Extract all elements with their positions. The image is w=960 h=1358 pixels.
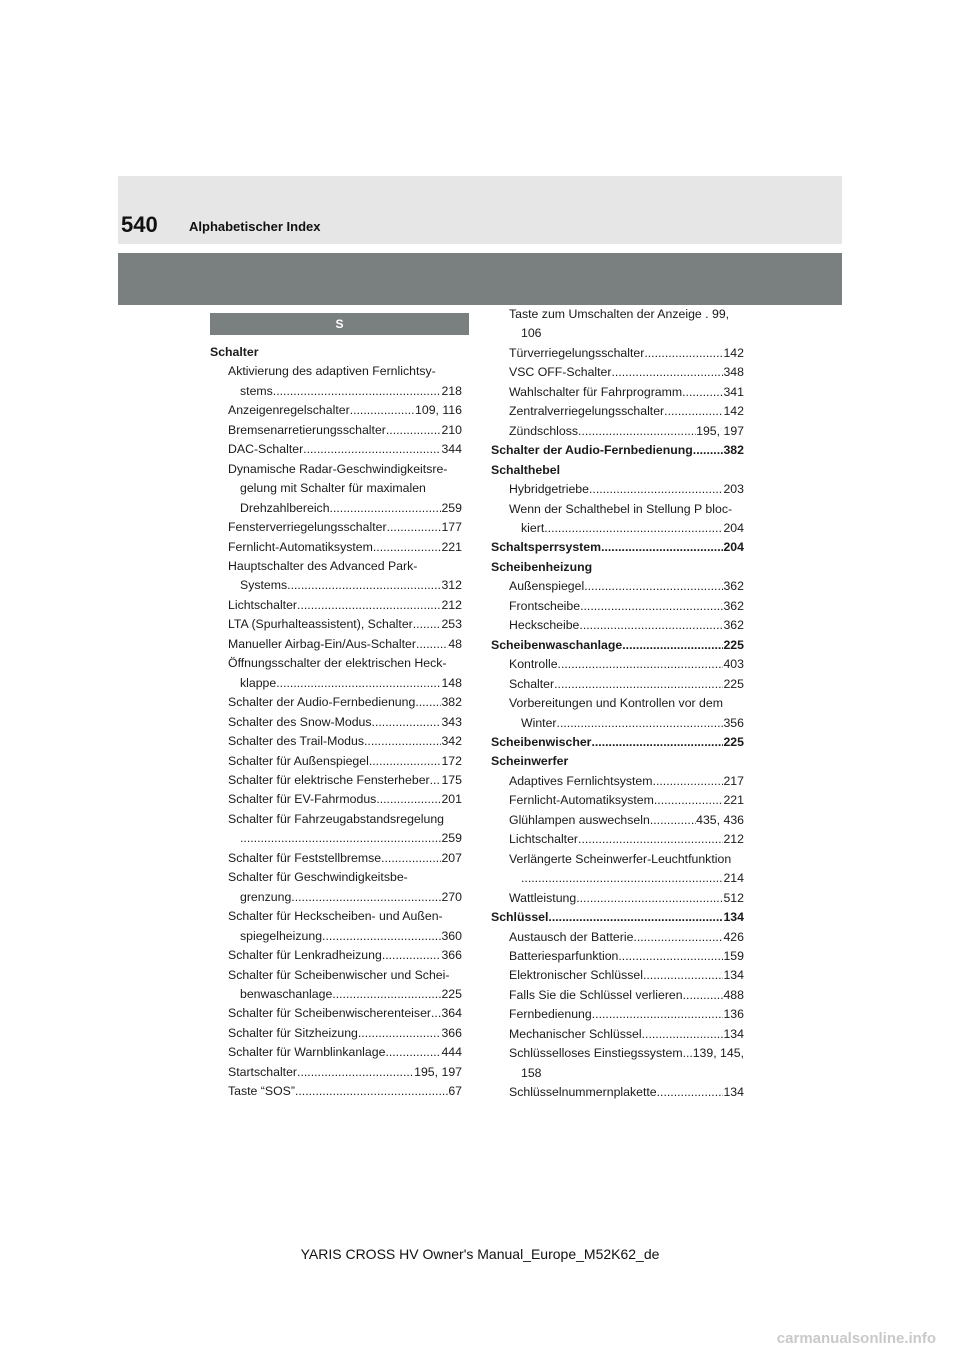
index-entry (491, 675, 744, 694)
index-entry (210, 713, 462, 732)
entry-label: Scheibenwischer (491, 734, 592, 749)
dot-leader (521, 869, 723, 888)
entry-label: klappe (240, 675, 277, 690)
dot-leader (382, 946, 442, 965)
dot-leader (544, 519, 723, 538)
entry-label: Batteriesparfunktion (509, 948, 619, 963)
index-column-left (210, 343, 462, 1102)
page-reference: 109, 116 (415, 403, 462, 418)
dot-leader (558, 655, 724, 674)
entry-label: Heckscheibe (509, 618, 580, 633)
footer-manual-id: YARIS CROSS HV Owner's Manual_Europe_M52K62_de (300, 1246, 660, 1262)
entry-label: VSC OFF-Schalter (509, 365, 612, 380)
page-reference: 139, 145, (692, 1046, 744, 1061)
index-entry (210, 382, 462, 401)
page-reference: 142 (723, 404, 744, 419)
page-reference: 207 (441, 850, 462, 865)
dot-leader (369, 752, 442, 771)
dot-leader (612, 363, 724, 382)
page-reference: 67 (448, 1084, 462, 1099)
page-reference: 259 (441, 500, 462, 515)
dot-leader (657, 1083, 724, 1102)
entry-label: benwaschanlage (240, 986, 333, 1001)
index-heading-entry (491, 538, 744, 557)
entry-label: Zündschloss (509, 423, 579, 438)
dot-leader (387, 518, 442, 537)
entry-label: stems (240, 383, 273, 398)
entry-label: Drehzahlbereich (240, 500, 330, 515)
index-heading: Schalthebel (491, 462, 561, 477)
index-entry (491, 966, 744, 985)
index-column-right (491, 305, 744, 1103)
page-reference: 134 (723, 968, 744, 983)
dot-leader (589, 480, 723, 499)
page-reference: 362 (723, 598, 744, 613)
dot-leader (350, 401, 415, 420)
page-reference: 312 (441, 578, 462, 593)
entry-label: Schalter der Audio-Fernbedienung (491, 443, 693, 458)
dot-leader (557, 714, 724, 733)
page-reference: 217 (723, 773, 744, 788)
index-entry (210, 576, 462, 595)
entry-label: Schalter für Feststellbremse (228, 850, 382, 865)
page-reference: 218 (441, 383, 462, 398)
entry-label: Türverriegelungsschalter (509, 345, 645, 360)
page-reference: 136 (723, 1007, 744, 1022)
index-heading-entry (491, 733, 744, 752)
index-entry-text: Schalter für Geschwindigkeitsbe- (228, 870, 408, 885)
index-heading-entry (491, 908, 744, 927)
index-entry (491, 772, 744, 791)
entry-label: Schalter für EV-Fahrmodus (228, 792, 377, 807)
page-reference: 403 (723, 657, 744, 672)
dot-leader (430, 771, 442, 790)
dot-leader (683, 1044, 693, 1063)
index-entry (491, 1025, 744, 1044)
entry-label: Schaltsperrsystem (491, 540, 602, 555)
page-reference: 175 (441, 772, 462, 787)
entry-label: Fernlicht-Automatiksystem (509, 793, 654, 808)
entry-label: Fernlicht-Automatiksystem (228, 539, 373, 554)
index-entry (491, 1005, 744, 1024)
index-entry (210, 1063, 462, 1082)
page-reference: 210 (441, 422, 462, 437)
entry-label: Schalter des Snow-Modus (228, 714, 372, 729)
index-entry (491, 830, 744, 849)
page-reference: 195, 197 (696, 423, 744, 438)
dot-leader (372, 713, 442, 732)
section-title: Alphabetischer Index (189, 219, 321, 234)
index-entry (210, 635, 462, 654)
dot-leader (578, 830, 723, 849)
index-entry-text: Dynamische Radar-Geschwindigkeitsre- (228, 461, 448, 476)
dot-leader (578, 422, 696, 441)
dot-leader (413, 615, 442, 634)
index-entry (491, 947, 744, 966)
index-entry (210, 421, 462, 440)
entry-label: Fensterverriegelungsschalter (228, 520, 387, 535)
page-reference: 225 (723, 676, 744, 691)
dot-leader (653, 772, 724, 791)
dot-leader (273, 382, 442, 401)
index-heading: Schalter (210, 345, 259, 359)
entry-label: Wahlschalter für Fahrprogramm (509, 384, 683, 399)
dot-leader (291, 888, 441, 907)
page-reference: 201 (441, 792, 462, 807)
index-entry-text: gelung mit Schalter für maximalen (240, 481, 426, 496)
entry-label: Schlüsselloses Einstiegssystem (509, 1046, 683, 1061)
entry-label: Lichtschalter (509, 832, 579, 847)
index-entry (491, 383, 744, 402)
entry-label: Schalter des Trail-Modus (228, 734, 365, 749)
index-entry (210, 1004, 462, 1023)
page-reference: 177 (441, 520, 462, 535)
entry-label: grenzung (240, 889, 292, 904)
index-entry (491, 480, 744, 499)
page-reference: 142 (723, 345, 744, 360)
entry-label: Kontrolle (509, 657, 558, 672)
page-reference: 204 (723, 520, 744, 535)
page-reference: 341 (723, 384, 744, 399)
entry-label: Fernbedienung (509, 1007, 592, 1022)
dot-leader (330, 499, 442, 518)
entry-label: Schalter (509, 676, 555, 691)
dot-leader (386, 421, 442, 440)
page-reference: 382 (441, 695, 462, 710)
page-reference: 362 (723, 579, 744, 594)
entry-label: Scheibenwaschanlage (491, 637, 623, 652)
page-reference: 366 (441, 948, 462, 963)
entry-label: Lichtschalter (228, 597, 298, 612)
dot-leader (580, 597, 723, 616)
page-reference: 356 (723, 715, 744, 730)
page-reference: 435, 436 (696, 812, 744, 827)
page-reference: 382 (723, 443, 744, 458)
dot-leader (240, 829, 441, 848)
entry-label: Schalter für Lenkradheizung (228, 948, 382, 963)
index-heading-entry (491, 636, 744, 655)
page-reference: 134 (723, 910, 744, 925)
index-entry (491, 616, 744, 635)
index-entry (210, 538, 462, 557)
index-entry (210, 927, 462, 946)
index-letter: S (335, 317, 344, 331)
page-reference: 172 (441, 753, 462, 768)
entry-label: LTA (Spurhalteassistent), Schalter (228, 617, 413, 632)
entry-label: Winter (521, 715, 557, 730)
page-reference: 270 (441, 889, 462, 904)
index-entry (491, 1044, 744, 1063)
page-reference: 348 (723, 365, 744, 380)
entry-label: Adaptives Fernlichtsystem (509, 773, 653, 788)
entry-label: Systems (240, 578, 288, 593)
index-entry-text: Wenn der Schalthebel in Stellung P bloc- (509, 501, 733, 516)
dot-leader (682, 383, 723, 402)
dot-leader (303, 440, 441, 459)
entry-label: Wattleistung (509, 890, 577, 905)
index-entry (210, 440, 462, 459)
index-entry-text: Vorbereitungen und Kontrollen vor dem (509, 696, 723, 711)
page-reference: 364 (441, 1006, 462, 1021)
entry-label: Schalter für Warnblinkanlage (228, 1045, 386, 1060)
entry-label: Falls Sie die Schlüssel verlieren (509, 987, 683, 1002)
index-entry (491, 402, 744, 421)
page-reference: 212 (441, 597, 462, 612)
page-reference: 134 (723, 1085, 744, 1100)
index-entry (210, 1043, 462, 1062)
dot-leader (591, 733, 723, 752)
entry-label: Außenspiegel (509, 579, 585, 594)
dot-leader (576, 889, 723, 908)
index-entry (491, 791, 744, 810)
index-entry-text: 106 (521, 326, 542, 341)
page-reference: 426 (723, 929, 744, 944)
index-entry (491, 655, 744, 674)
page-reference: 212 (723, 832, 744, 847)
dot-leader (664, 402, 723, 421)
dot-leader (554, 675, 723, 694)
index-entry (210, 674, 462, 693)
dot-leader (618, 947, 723, 966)
entry-label: Schalter der Audio-Fernbedienung (228, 695, 416, 710)
index-entry (491, 344, 744, 363)
index-entry-text: 158 (521, 1065, 542, 1080)
index-entry (210, 946, 462, 965)
entry-label: Schlüssel (491, 910, 549, 925)
index-heading: Scheinwerfer (491, 754, 569, 769)
index-entry-text: Verlängerte Scheinwerfer-Leuchtfunktion (509, 851, 732, 866)
index-entry-text: Schalter für Heckscheiben- und Außen- (228, 909, 443, 924)
dot-leader (431, 1004, 441, 1023)
index-heading: Scheibenheizung (491, 559, 593, 574)
page-reference: 344 (441, 442, 462, 457)
dot-leader (358, 1024, 442, 1043)
dot-leader (276, 674, 441, 693)
page-reference: 195, 197 (414, 1064, 462, 1079)
entry-label: Hybridgetriebe (509, 482, 589, 497)
dot-leader (364, 732, 441, 751)
index-entry (491, 1083, 744, 1102)
dot-leader (385, 1043, 441, 1062)
page-number: 540 (121, 212, 158, 237)
page-reference: 343 (441, 714, 462, 729)
page-reference: 214 (723, 871, 744, 886)
page-reference: 488 (723, 987, 744, 1002)
entry-label: Schalter für elektrische Fensterheber (228, 772, 430, 787)
index-entry (210, 1082, 462, 1101)
index-entry-text: Taste zum Umschalten der Anzeige . 99, (509, 307, 730, 321)
page-reference: 512 (723, 890, 744, 905)
entry-label: Zentralverriegelungsschalter (509, 404, 665, 419)
dot-leader (416, 635, 448, 654)
dot-leader (287, 576, 441, 595)
dot-leader (579, 616, 723, 635)
index-entry (210, 790, 462, 809)
index-entry (491, 869, 744, 888)
dot-leader (415, 693, 441, 712)
dot-leader (584, 577, 723, 596)
index-entry (210, 596, 462, 615)
entry-label: Bremsenarretierungsschalter (228, 422, 386, 437)
entry-label: kiert (521, 520, 545, 535)
index-entry (210, 499, 462, 518)
index-entry (210, 771, 462, 790)
index-entry (210, 732, 462, 751)
dot-leader (654, 791, 724, 810)
index-entry (210, 888, 462, 907)
page-reference: 204 (723, 540, 744, 555)
index-entry-text: Schalter für Fahrzeugabstandsregelung (228, 811, 445, 826)
dot-leader (373, 538, 442, 557)
entry-label: Mechanischer Schlüssel (509, 1026, 642, 1041)
dot-leader (295, 1082, 448, 1101)
page-reference: 159 (723, 948, 744, 963)
watermark: carmanualsonline.info (776, 1330, 936, 1347)
index-entry-text: Schalter für Scheibenwischer und Schei- (228, 967, 450, 982)
dot-leader (548, 908, 723, 927)
index-entry-text: Öffnungsschalter der elektrischen Heck- (228, 656, 447, 671)
entry-label: Schlüsselnummernplakette (509, 1085, 657, 1100)
index-entry (210, 693, 462, 712)
page-reference: 225 (723, 637, 744, 652)
page-reference: 203 (723, 482, 744, 497)
page-reference: 259 (441, 831, 462, 846)
index-entry (210, 829, 462, 848)
dot-leader (592, 1005, 724, 1024)
dot-leader (644, 344, 723, 363)
dot-leader (643, 966, 724, 985)
entry-label: Frontscheibe (509, 598, 581, 613)
index-entry (491, 363, 744, 382)
dot-leader (683, 986, 724, 1005)
page-reference: 48 (448, 636, 462, 651)
index-entry (491, 986, 744, 1005)
index-entry-text: Aktivierung des adaptiven Fernlichtsy- (228, 364, 436, 379)
index-entry (210, 518, 462, 537)
dot-leader (322, 927, 441, 946)
dot-leader (332, 985, 441, 1004)
index-entry (491, 422, 744, 441)
dot-leader (601, 538, 723, 557)
index-heading-entry (491, 441, 744, 460)
entry-label: Schalter für Außenspiegel (228, 753, 369, 768)
page-reference: 221 (441, 539, 462, 554)
index-entry (210, 849, 462, 868)
page-reference: 134 (723, 1026, 744, 1041)
entry-label: Manueller Airbag-Ein/Aus-Schalter (228, 636, 416, 651)
page-reference: 342 (441, 734, 462, 749)
dot-leader (693, 441, 724, 460)
page-reference: 221 (723, 793, 744, 808)
dot-leader (381, 849, 441, 868)
index-entry (491, 577, 744, 596)
index-entry (210, 401, 462, 420)
entry-label: Schalter für Scheibenwischerenteiser (228, 1006, 432, 1021)
index-entry (491, 714, 744, 733)
dot-leader (633, 928, 723, 947)
dot-leader (642, 1025, 724, 1044)
index-entry (491, 889, 744, 908)
index-entry (491, 928, 744, 947)
index-entry (491, 811, 744, 830)
entry-label: DAC-Schalter (228, 442, 304, 457)
entry-label: Anzeigenregelschalter (228, 403, 350, 418)
entry-label: Austausch der Batterie (509, 929, 634, 944)
page-reference: 360 (441, 928, 462, 943)
index-entry (210, 985, 462, 1004)
index-entry (210, 615, 462, 634)
page-reference: 225 (441, 986, 462, 1001)
page-reference: 148 (441, 675, 462, 690)
index-entry (210, 752, 462, 771)
index-letter-bar (210, 313, 469, 335)
page-reference: 253 (441, 617, 462, 632)
dot-leader (622, 636, 723, 655)
dot-leader (650, 811, 696, 830)
entry-label: Glühlampen auswechseln (509, 812, 650, 827)
entry-label: Taste “SOS” (228, 1084, 295, 1099)
dot-leader (297, 596, 441, 615)
entry-label: Elektronischer Schlüssel (509, 968, 643, 983)
page-reference: 362 (723, 618, 744, 633)
page-reference: 444 (441, 1045, 462, 1060)
dot-leader (297, 1063, 414, 1082)
index-entry-text: Hauptschalter des Advanced Park- (228, 558, 418, 573)
index-entry (210, 1024, 462, 1043)
entry-label: Startschalter (228, 1064, 298, 1079)
section-tab-band (118, 253, 842, 305)
index-entry (491, 597, 744, 616)
entry-label: spiegelheizung (240, 928, 323, 943)
dot-leader (376, 790, 441, 809)
entry-label: Schalter für Sitzheizung (228, 1025, 358, 1040)
index-entry (491, 519, 744, 538)
page-reference: 225 (723, 734, 744, 749)
page-reference: 366 (441, 1025, 462, 1040)
